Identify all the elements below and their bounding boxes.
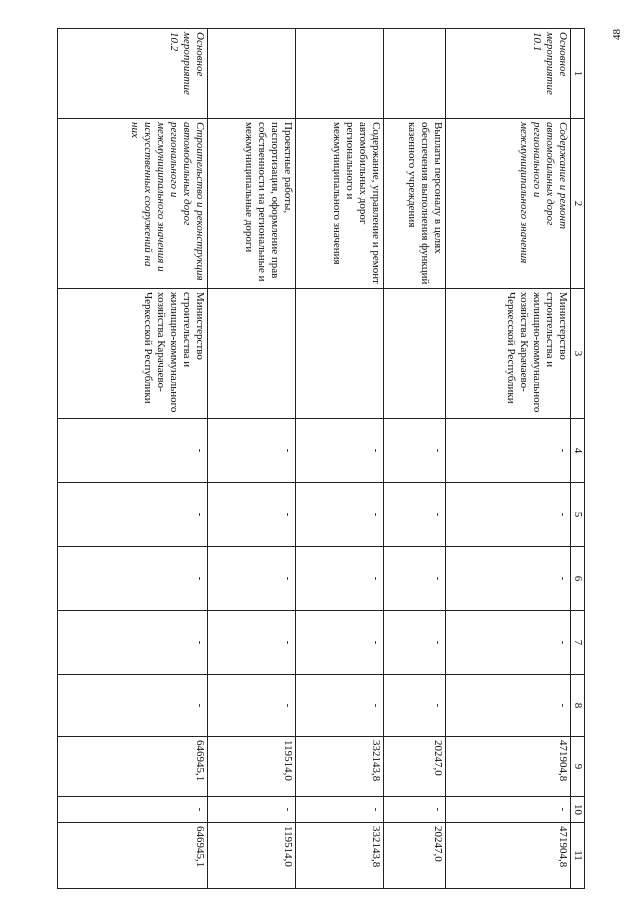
total-cell: 471904,8 bbox=[446, 823, 571, 889]
value-cell: - bbox=[384, 547, 446, 611]
value-cell: - bbox=[446, 483, 571, 547]
page-number: 48 bbox=[611, 29, 623, 40]
col-header: 7 bbox=[571, 611, 585, 675]
value-cell: - bbox=[384, 419, 446, 483]
col-header: 8 bbox=[571, 675, 585, 737]
program-table bbox=[57, 28, 585, 889]
measure-name-cell bbox=[384, 29, 446, 119]
value-cell: - bbox=[208, 797, 296, 823]
value-cell: - bbox=[208, 419, 296, 483]
value-cell: - bbox=[208, 547, 296, 611]
col-header: 1 bbox=[571, 29, 585, 119]
header-row bbox=[571, 29, 585, 889]
col-header: 11 bbox=[571, 823, 585, 889]
value-cell: - bbox=[446, 547, 571, 611]
value-cell: - bbox=[58, 797, 208, 823]
table-row bbox=[208, 29, 296, 889]
value-cell: - bbox=[446, 797, 571, 823]
table-row bbox=[296, 29, 384, 889]
value-cell: - bbox=[58, 675, 208, 737]
executor-cell: Министерство строительства и жилищно-коммунального хозяйства Карачаево-Черкесской Республики bbox=[446, 289, 571, 419]
measure-name-cell: Основное мероприятие 10.2 bbox=[58, 29, 208, 119]
value-cell: 332143,8 bbox=[296, 737, 384, 797]
description-cell: Выплаты персоналу в целях обеспечения выполнения функций казенного учреждения bbox=[384, 119, 446, 289]
col-header: 3 bbox=[571, 289, 585, 419]
col-header: 9 bbox=[571, 737, 585, 797]
value-cell: - bbox=[208, 675, 296, 737]
description-cell: Содержание, управление и ремонт автомобильных дорог регионального и межмуниципального значения bbox=[296, 119, 384, 289]
value-cell: - bbox=[446, 675, 571, 737]
value-cell: - bbox=[296, 547, 384, 611]
executor-cell: Министерство строительства и жилищно-коммунального хозяйства Карачаево-Черкесской Республики bbox=[58, 289, 208, 419]
value-cell: - bbox=[58, 483, 208, 547]
rotated-page bbox=[50, 28, 585, 888]
value-cell: - bbox=[384, 483, 446, 547]
table-row bbox=[58, 29, 208, 889]
value-cell: - bbox=[296, 483, 384, 547]
description-cell: Строительство и реконструкция автомобильных дорог регионального и межмуниципального значения и искусственных сооружений на них bbox=[58, 119, 208, 289]
description-cell: Проектные работы, паспортизация, оформление прав собственности на региональные и межмуниципальные дороги bbox=[208, 119, 296, 289]
table-row bbox=[446, 29, 571, 889]
value-cell: - bbox=[446, 611, 571, 675]
col-header: 2 bbox=[571, 119, 585, 289]
value-cell: - bbox=[384, 675, 446, 737]
value-cell: 20247,0 bbox=[384, 737, 446, 797]
measure-name-cell bbox=[208, 29, 296, 119]
value-cell: - bbox=[296, 675, 384, 737]
col-header: 5 bbox=[571, 483, 585, 547]
value-cell: 646945,1 bbox=[58, 737, 208, 797]
col-header: 6 bbox=[571, 547, 585, 611]
value-cell: - bbox=[58, 547, 208, 611]
value-cell: - bbox=[384, 797, 446, 823]
value-cell: 119514,0 bbox=[208, 737, 296, 797]
value-cell: - bbox=[384, 611, 446, 675]
total-cell: 646945,1 bbox=[58, 823, 208, 889]
measure-name-cell bbox=[296, 29, 384, 119]
value-cell: - bbox=[208, 611, 296, 675]
value-cell: - bbox=[58, 419, 208, 483]
table-row bbox=[384, 29, 446, 889]
col-header: 10 bbox=[571, 797, 585, 823]
value-cell: 471904,8 bbox=[446, 737, 571, 797]
col-header: 4 bbox=[571, 419, 585, 483]
value-cell: - bbox=[296, 611, 384, 675]
value-cell: - bbox=[208, 483, 296, 547]
description-cell: Содержание и ремонт автомобильных дорог регионального и межмуниципального значения bbox=[446, 119, 571, 289]
value-cell: - bbox=[446, 419, 571, 483]
value-cell: - bbox=[296, 797, 384, 823]
value-cell: - bbox=[296, 419, 384, 483]
value-cell: - bbox=[58, 611, 208, 675]
measure-name-cell: Основное мероприятие 10.1 bbox=[446, 29, 571, 119]
executor-cell bbox=[296, 289, 384, 419]
executor-cell bbox=[384, 289, 446, 419]
total-cell: 20247,0 bbox=[384, 823, 446, 889]
total-cell: 119514,0 bbox=[208, 823, 296, 889]
executor-cell bbox=[208, 289, 296, 419]
total-cell: 332143,8 bbox=[296, 823, 384, 889]
